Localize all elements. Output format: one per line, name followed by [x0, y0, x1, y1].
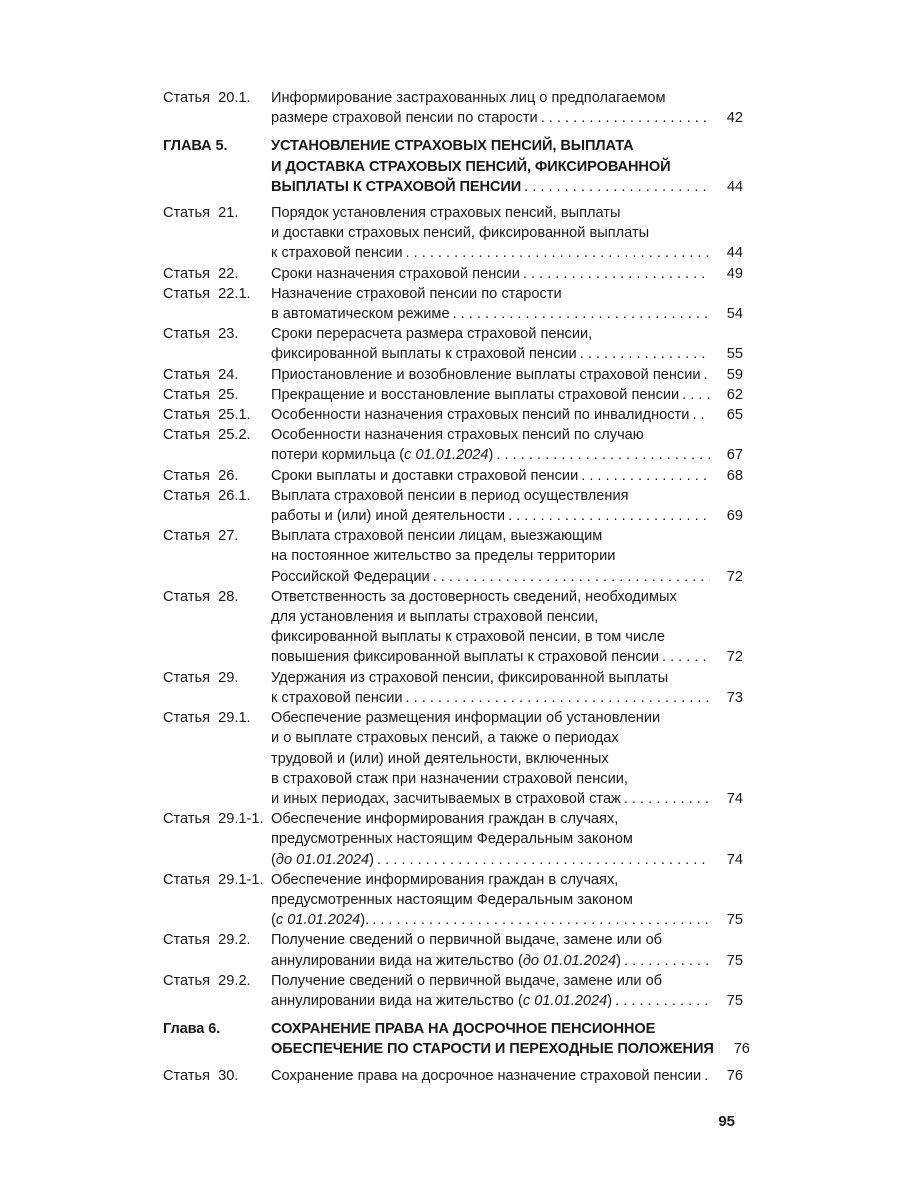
title-last-line: [271, 344, 743, 364]
entry-title: [271, 425, 743, 465]
title-text: ОБЕСПЕЧЕНИЕ ПО СТАРОСТИ И ПЕРЕХОДНЫЕ ПОЛОЖЕНИЯ: [271, 1041, 714, 1058]
dot-leader: [662, 647, 710, 667]
title-last-line: [271, 304, 743, 324]
dot-leader: [581, 466, 710, 486]
title-text: и иных периодах, засчитываемых в страховой стаж: [271, 790, 621, 807]
title-text: потери кормильца (: [271, 447, 405, 464]
title-text: аннулировании вида на жительство (: [271, 992, 523, 1009]
dot-leader: [406, 688, 711, 708]
dot-leader: [704, 365, 710, 385]
title-text: к страховой пенсии: [271, 245, 403, 262]
page-ref: 62: [726, 386, 743, 403]
title-line: Выплата страховой пенсии лицам, выезжающим: [271, 528, 603, 545]
page-ref: 73: [726, 689, 743, 706]
title-last-line: [271, 910, 743, 930]
entry-title: [271, 930, 743, 970]
article-number: Статья 30.: [163, 1067, 239, 1084]
article-number: Статья 26.: [163, 467, 239, 484]
entry-title: [271, 88, 743, 128]
title-line: Назначение страховой пенсии по старости: [271, 285, 562, 302]
title-last-line: [271, 466, 743, 486]
article-number: Статья 22.1.: [163, 285, 251, 302]
title-last-line: [271, 1039, 750, 1059]
toc-article: [163, 324, 743, 364]
toc-article: [163, 486, 743, 526]
article-number: Статья 29.1-1.: [163, 871, 264, 888]
title-last-line: [271, 365, 743, 385]
toc-article: [163, 88, 743, 128]
title-last-line: [271, 567, 743, 587]
title-line: Порядок установления страховых пенсий, выплаты: [271, 205, 621, 222]
page-ref: 65: [726, 407, 743, 424]
chapter-number: ГЛАВА 5.: [163, 138, 228, 155]
title-line: трудовой и (или) иной деятельности, включенных: [271, 750, 609, 767]
title-last-line: [271, 688, 743, 708]
title-line: Особенности назначения страховых пенсий по случаю: [271, 427, 644, 444]
title-line: и доставки страховых пенсий, фиксированной выплаты: [271, 225, 650, 242]
title-last-line: [271, 951, 743, 971]
title-text: к страховой пенсии: [271, 689, 403, 706]
title-last-line: [271, 647, 743, 667]
title-last-line: [271, 850, 743, 870]
dot-leader: [377, 850, 710, 870]
title-text: фиксированной выплаты к страховой пенсии: [271, 346, 577, 363]
toc-article: [163, 466, 743, 486]
dot-leader: [433, 567, 710, 587]
toc-article: [163, 587, 743, 668]
dot-leader: [704, 1066, 710, 1086]
dot-leader: [541, 108, 710, 128]
title-suffix: ): [488, 447, 494, 464]
effective-date: до 01.01.2024: [522, 952, 617, 969]
toc-article: [163, 425, 743, 465]
toc-article: [163, 526, 743, 587]
title-line: УСТАНОВЛЕНИЕ СТРАХОВЫХ ПЕНСИЙ, ВЫПЛАТА: [271, 138, 634, 155]
toc-article: [163, 385, 743, 405]
title-suffix: ): [369, 851, 375, 868]
page-ref: 42: [726, 110, 743, 127]
page-ref: 49: [726, 265, 743, 282]
page-ref: 67: [726, 447, 743, 464]
title-text: повышения фиксированной выплаты к страховой пенсии: [271, 649, 659, 666]
title-line: Обеспечение размещения информации об установлении: [271, 710, 661, 727]
title-text: Российской Федерации: [271, 568, 430, 585]
dot-leader: [406, 243, 711, 263]
effective-date: с 01.01.2024: [522, 992, 608, 1009]
entry-title: [271, 587, 743, 668]
dot-leader: [624, 789, 710, 809]
page-ref: 72: [726, 568, 743, 585]
title-text: ВЫПЛАТЫ К СТРАХОВОЙ ПЕНСИИ: [271, 178, 522, 195]
entry-title: [271, 405, 743, 425]
title-last-line: [271, 177, 743, 197]
title-line: в страховой стаж при назначении страховой пенсии,: [271, 770, 628, 787]
title-last-line: [271, 264, 743, 284]
page-ref: 54: [726, 306, 743, 323]
article-number: Статья 29.2.: [163, 972, 251, 989]
toc-article: [163, 870, 743, 931]
title-text: размере страховой пенсии по старости: [271, 110, 538, 127]
article-number: Статья 25.: [163, 386, 239, 403]
toc-article: [163, 405, 743, 425]
article-number: Статья 29.: [163, 669, 239, 686]
title-last-line: [271, 385, 743, 405]
entry-title: [271, 365, 743, 385]
entry-title: [271, 203, 743, 264]
title-text: Особенности назначения страховых пенсий по инвалидности: [271, 407, 690, 424]
page-ref: 69: [726, 508, 743, 525]
entry-title: [271, 324, 743, 364]
toc-article: [163, 708, 743, 809]
article-number: Статья 21.: [163, 205, 239, 222]
page-ref: 44: [726, 178, 743, 195]
entry-title: [271, 668, 743, 708]
table-of-contents: [163, 88, 750, 1086]
title-line: СОХРАНЕНИЕ ПРАВА НА ДОСРОЧНОЕ ПЕНСИОННОЕ: [271, 1021, 656, 1038]
toc-article: [163, 264, 743, 284]
title-line: Получение сведений о первичной выдаче, замене или об: [271, 972, 663, 989]
entry-title: [271, 971, 743, 1011]
dot-leader: [524, 177, 710, 197]
entry-title: [271, 136, 743, 197]
title-last-line: [271, 405, 743, 425]
page-ref: 55: [726, 346, 743, 363]
entry-title: [271, 264, 743, 284]
toc-article: [163, 284, 743, 324]
title-text: в автоматическом режиме: [271, 306, 450, 323]
article-number: Статья 28.: [163, 588, 239, 605]
entry-title: [271, 1019, 750, 1059]
title-text: (: [271, 912, 276, 929]
page-ref: 74: [726, 851, 743, 868]
title-line: предусмотренных настоящим Федеральным законом: [271, 831, 633, 848]
title-line: Обеспечение информирования граждан в случаях,: [271, 871, 619, 888]
article-number: Статья 25.1.: [163, 407, 251, 424]
title-suffix: ): [607, 992, 613, 1009]
dot-leader: [692, 405, 710, 425]
toc-article: [163, 668, 743, 708]
toc-article: [163, 971, 743, 1011]
entry-title: [271, 486, 743, 526]
effective-date: с 01.01.2024: [275, 912, 361, 929]
entry-title: [271, 870, 743, 931]
page-number: 95: [718, 1113, 735, 1130]
title-line: Сроки перерасчета размера страховой пенсии,: [271, 326, 593, 343]
effective-date: с 01.01.2024: [404, 447, 489, 464]
title-last-line: [271, 108, 743, 128]
title-line: Информирование застрахованных лиц о предполагаемом: [271, 90, 666, 106]
page-ref: 75: [726, 912, 743, 929]
page-ref: 75: [726, 952, 743, 969]
title-line: на постоянное жительство за пределы территории: [271, 548, 616, 565]
dot-leader: [682, 385, 710, 405]
page-ref: 59: [726, 366, 743, 383]
toc-article: [163, 203, 743, 264]
toc-chapter: [163, 1019, 750, 1059]
entry-title: [271, 526, 743, 587]
article-number: Статья 25.2.: [163, 427, 251, 444]
entry-title: [271, 1066, 743, 1086]
toc-chapter: [163, 136, 743, 197]
chapter-number: Глава 6.: [163, 1021, 221, 1038]
title-line: фиксированной выплаты к страховой пенсии, в том числе: [271, 629, 666, 646]
title-line: Получение сведений о первичной выдаче, замене или об: [271, 932, 663, 949]
title-line: для установления и выплаты страховой пенсии,: [271, 609, 599, 626]
title-line: Выплата страховой пенсии в период осуществления: [271, 487, 629, 504]
article-number: Статья 29.1.: [163, 710, 251, 727]
toc-article: [163, 809, 743, 870]
toc-article: [163, 1066, 743, 1086]
page-ref: 68: [726, 467, 743, 484]
entry-title: [271, 708, 743, 809]
title-text: Сроки назначения страховой пенсии: [271, 265, 520, 282]
entry-title: [271, 385, 743, 405]
page-ref: 76: [726, 1067, 743, 1084]
article-number: Статья 29.2.: [163, 932, 251, 949]
toc-article: [163, 930, 743, 970]
title-line: предусмотренных настоящим Федеральным законом: [271, 891, 633, 908]
title-last-line: [271, 789, 743, 809]
title-text: Сроки выплаты и доставки страховой пенсии: [271, 467, 579, 484]
dot-leader: [496, 445, 710, 465]
title-line: Удержания из страховой пенсии, фиксированной выплаты: [271, 669, 669, 686]
article-number: Статья 29.1-1.: [163, 811, 264, 828]
title-text: (: [271, 851, 276, 868]
page-ref: 74: [726, 790, 743, 807]
entry-title: [271, 809, 743, 870]
title-text: работы и (или) иной деятельности: [271, 508, 506, 525]
dot-leader: [615, 991, 710, 1011]
title-line: И ДОСТАВКА СТРАХОВЫХ ПЕНСИЙ, ФИКСИРОВАННОЙ: [271, 158, 671, 175]
entry-title: [271, 466, 743, 486]
title-last-line: [271, 243, 743, 263]
dot-leader: [508, 506, 710, 526]
page-ref: 76: [733, 1041, 750, 1058]
dot-leader: [523, 264, 710, 284]
title-text: аннулировании вида на жительство (: [271, 952, 523, 969]
title-text: Сохранение права на досрочное назначение страховой пенсии: [271, 1067, 702, 1084]
article-number: Статья 20.1.: [163, 90, 251, 106]
dot-leader: [372, 910, 710, 930]
title-line: Ответственность за достоверность сведений, необходимых: [271, 588, 677, 605]
title-text: Прекращение и восстановление выплаты страховой пенсии: [271, 386, 680, 403]
title-text: Приостановление и возобновление выплаты страховой пенсии: [271, 366, 701, 383]
title-last-line: [271, 991, 743, 1011]
article-number: Статья 22.: [163, 265, 239, 282]
page-ref: 72: [726, 649, 743, 666]
title-line: Обеспечение информирования граждан в случаях,: [271, 811, 619, 828]
article-number: Статья 23.: [163, 326, 239, 343]
title-last-line: [271, 506, 743, 526]
effective-date: до 01.01.2024: [275, 851, 370, 868]
entry-title: [271, 284, 743, 324]
article-number: Статья 26.1.: [163, 487, 251, 504]
title-suffix: ).: [360, 912, 370, 929]
dot-leader: [580, 344, 710, 364]
article-number: Статья 24.: [163, 366, 239, 383]
toc-article: [163, 365, 743, 385]
page-ref: 44: [726, 245, 743, 262]
title-suffix: ): [616, 952, 621, 969]
title-line: и о выплате страховых пенсий, а также о периодах: [271, 730, 619, 747]
dot-leader: [624, 951, 710, 971]
title-last-line: [271, 1066, 743, 1086]
article-number: Статья 27.: [163, 528, 239, 545]
dot-leader: [453, 304, 710, 324]
title-last-line: [271, 445, 743, 465]
page-ref: 75: [726, 992, 743, 1009]
